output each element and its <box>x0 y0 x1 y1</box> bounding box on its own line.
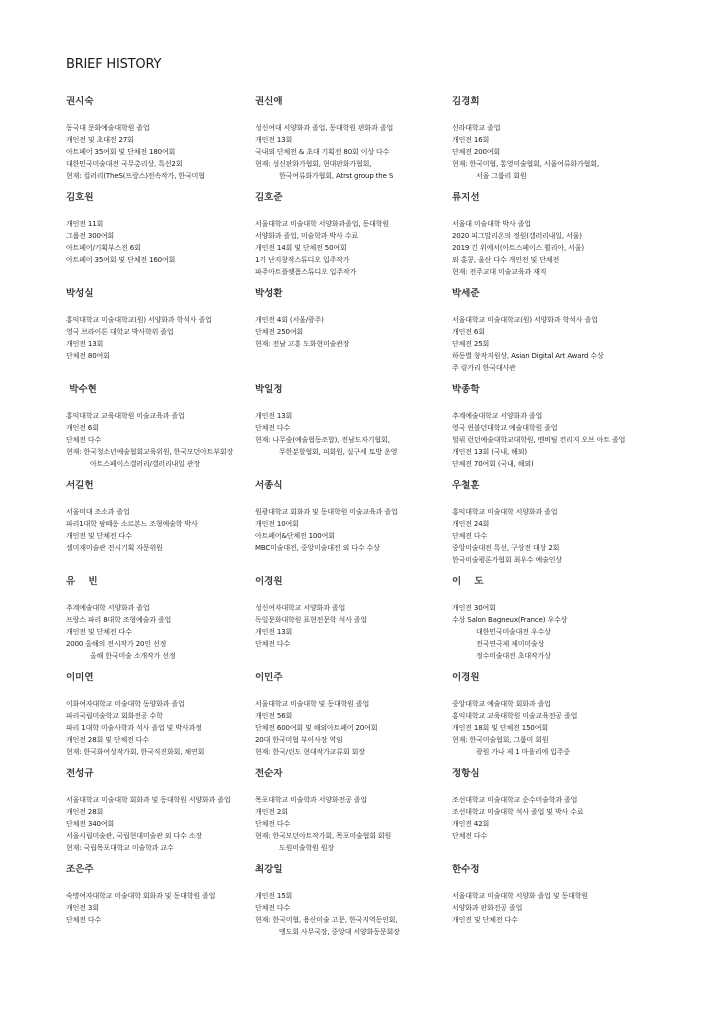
artist-name: 박성환 <box>255 288 283 299</box>
artist-entry <box>452 864 642 960</box>
history-line: 개인전 28회 및 단체전 다수 <box>66 736 150 744</box>
history-line: 단체전 200여회 <box>452 148 501 156</box>
history-line: 홍익대학교 교육대학원 미술교육과 졸업 <box>66 412 185 420</box>
history-line: 한국여류화가협회, Atrst group the S <box>279 172 394 180</box>
history-line: 성신여대 서양화과 졸업, 동대학원 판화과 졸업 <box>255 124 394 132</box>
artist-name: 정항심 <box>452 768 480 779</box>
history-line: 맹도회 사무국장, 중앙대 서양화동문회장 <box>279 928 400 936</box>
history-line: 헐뤼 런던예술대학교대학원, 멘버틸 컨리지 오브 아트 졸업 <box>452 436 626 444</box>
history-line: 추계예술대학 서양화과 졸업 <box>66 604 150 612</box>
history-line: 서울대학교 미술대학 회화과 및 동대학원 서양화과 졸업 <box>66 796 231 804</box>
artist-name: 조은주 <box>66 864 94 875</box>
history-line: 셀미재미술관 전시기획 자문위원 <box>66 544 163 552</box>
history-line: 광원 가나 제 1 마을리에 입주중 <box>476 748 571 756</box>
artist-entry <box>452 192 642 288</box>
artist-grid <box>66 96 642 960</box>
page-title: BRIEF HISTORY <box>66 57 162 72</box>
history-line: 대한민국미술대전 우수상 <box>476 628 551 636</box>
history-line: 현재: 성신판화가협회, 현대판화가협회, <box>255 160 372 168</box>
artist-name: 박수현 <box>66 384 97 395</box>
history-line: 파리국립미술학교 회화전공 수학 <box>66 712 163 720</box>
artist-name: 이경원 <box>255 576 283 587</box>
history-line: 주 링가리 한국대사관 <box>452 364 516 372</box>
history-line: 개인전 13회 <box>255 628 293 636</box>
history-line: 현재: 한국청소년예술협회교육위원, 한국모던아트부회장 <box>66 448 234 456</box>
history-line: 개인전 2회 <box>255 808 288 816</box>
history-line: 단체전 다수 <box>255 640 291 648</box>
history-line: 개인전 4회 (서울/광주) <box>255 316 324 324</box>
history-line: 파리 1대학 미술사학과 석사 졸업 및 박사과정 <box>66 724 202 732</box>
history-line: 개인전 6회 <box>452 328 485 336</box>
history-line: 현재: 국립목포대학교 미술학과 교수 <box>66 844 174 852</box>
history-line: 조선대학교 미술대학 석사 졸업 및 박사 수료 <box>452 808 584 816</box>
history-line: 개인전 14회 및 단체전 50여회 <box>255 244 347 252</box>
history-line: 개인전 3회 <box>66 904 99 912</box>
history-line: 개인전 13회 (국내, 해외) <box>452 448 527 456</box>
history-line: 원광대학교 회화과 및 동대학원 미술교육과 졸업 <box>255 508 398 516</box>
history-line: 단체전 다수 <box>255 820 291 828</box>
history-line: 개인전 18회 및 단체전 150여회 <box>452 724 548 732</box>
artist-name: 김경희 <box>452 96 480 107</box>
artist-entry <box>66 480 255 576</box>
history-line: 현재: 컬러리(TheS(프랑스)전속작가, 한국미협 <box>66 172 205 180</box>
artist-entry <box>66 96 255 192</box>
history-line: 개인전 42회 <box>452 820 490 828</box>
history-line: 도원미술학원 원장 <box>279 844 334 852</box>
history-line: 개인전 및 초대전 27회 <box>66 136 134 144</box>
artist-entry <box>452 576 642 672</box>
history-line: 올해 한국미술 소개작가 선정 <box>90 652 176 660</box>
history-line: 단체전 다수 <box>66 436 102 444</box>
history-line: 영국 윈블던대학교 예술대학원 졸업 <box>452 424 558 432</box>
history-line: 서양화과 졸업, 미술학과 박사 수료 <box>255 232 358 240</box>
history-line: 단체전 600여회 및 해외아트페어 20여회 <box>255 724 378 732</box>
history-line: 영국 브라이튼 대학교 박사학위 졸업 <box>66 328 174 336</box>
history-line: 홍익대학교 미술대학교(원) 서양화과 학석사 졸업 <box>66 316 212 324</box>
history-line: 파리1대학 팡떼옹 소르본느 조형예술학 박사 <box>66 520 198 528</box>
artist-name: 한수정 <box>452 864 480 875</box>
history-line: 개인전 13회 <box>255 412 293 420</box>
artist-entry <box>66 384 255 480</box>
history-line: 개인전 13회 <box>66 340 104 348</box>
history-line: 중앙미술대전 특선, 구상전 대상 2회 <box>452 544 560 552</box>
history-line: 2019 긴 위에서(아트스페이스 휠리아, 서울) <box>452 244 584 252</box>
history-line: 신라대학교 졸업 <box>452 124 501 132</box>
artist-name: 우철훈 <box>452 480 480 491</box>
artist-name: 서종식 <box>255 480 283 491</box>
artist-entry <box>255 384 452 480</box>
history-line: 개인전 및 단체전 다수 <box>66 532 132 540</box>
history-line: 현재: 한국미협, 용산미술 고문, 한국지역동인회, <box>255 916 398 924</box>
history-line: 2020 피그말리온의 정원(갤러리내일, 서울) <box>452 232 582 240</box>
history-line: 단체전 80여회 <box>66 352 110 360</box>
history-line: 서울대학교 미술대학교(원) 서양화과 학석사 졸업 <box>452 316 598 324</box>
history-line: 단체전 340여회 <box>66 820 115 828</box>
artist-entry <box>255 96 452 192</box>
history-line: 개인전 30여회 <box>452 604 496 612</box>
artist-name: 류지선 <box>452 192 480 203</box>
history-line: 개인전 16회 <box>452 136 490 144</box>
artist-name: 박종학 <box>452 384 480 395</box>
artist-name: 이미연 <box>66 672 94 683</box>
artist-entry <box>255 672 452 768</box>
history-line: 중앙대학교 예술대학 회화과 졸업 <box>452 700 551 708</box>
history-line: 현재: 한국미협, 통영미술협회, 서울여류화가협회, <box>452 160 599 168</box>
history-line: 현재: 전남 고흥 도화현미술관장 <box>255 340 350 348</box>
history-line: 개인전 15회 <box>255 892 293 900</box>
history-line: 서울대학교 미술대학 및 동대학원 졸업 <box>255 700 370 708</box>
history-line: 현재: 전주교대 미술교육과 재직 <box>452 268 547 276</box>
artist-name: 이 도 <box>452 576 484 587</box>
history-line: 아트스페이스갤러리/갤러리내일 관장 <box>90 460 201 468</box>
history-line: 조선대학교 미술대학교 순수미술학과 졸업 <box>452 796 578 804</box>
artist-entry <box>255 768 452 864</box>
history-line: 개인전 13회 <box>255 136 293 144</box>
artist-entry <box>452 480 642 576</box>
artist-entry <box>66 192 255 288</box>
history-line: 정수미술대전 초대작가상 <box>476 652 551 660</box>
history-line: 수상 Salon Bagneux(France) 우수상 <box>452 616 568 624</box>
artist-entry <box>66 864 255 960</box>
history-line: 단체전 70여회 (국내, 해외) <box>452 460 534 468</box>
history-line: 목포대학교 미술학과 서양화전공 졸업 <box>255 796 368 804</box>
history-line: 하동별 창작지원상, Asian Digital Art Award 수상 <box>452 352 604 360</box>
history-line: 1기 난지창작스튜디오 입주작가 <box>255 256 350 264</box>
artist-name: 권시숙 <box>66 96 94 107</box>
history-line: 현재: 한국화여성작가회, 한국직진화회, 채연회 <box>66 748 205 756</box>
history-line: 단체전 다수 <box>66 916 102 924</box>
history-line: 홍익대학교 미술대학 서양화과 졸업 <box>452 508 558 516</box>
history-line: 현재: 한국모던아트작가회, 목포미술협회 회원 <box>255 832 392 840</box>
history-line: 개인전 및 단체전 다수 <box>452 916 518 924</box>
history-line: 이화여자대학교 미술대학 동양화과 졸업 <box>66 700 185 708</box>
artist-name: 이민주 <box>255 672 283 683</box>
history-line: 아트페어 35여회 및 단체전 160여회 <box>66 256 176 264</box>
history-line: 단체전 다수 <box>255 904 291 912</box>
history-line: 개인전 6회 <box>66 424 99 432</box>
history-line: 서양화과 판화전공 졸업 <box>452 904 523 912</box>
history-line: 서울대 미술대학 박사 졸업 <box>452 220 531 228</box>
artist-entry <box>66 768 255 864</box>
history-line: 아트페어/기획부스전 6회 <box>66 244 141 252</box>
history-line: 무한분할협회, 피회원, 실구세 토방 운영 <box>279 448 398 456</box>
artist-entry <box>66 288 255 384</box>
history-line: 단체전 다수 <box>452 532 488 540</box>
history-line: 현재: 나무숲(예술협동조합), 전남도자기협회, <box>255 436 390 444</box>
history-line: 단체전 다수 <box>255 424 291 432</box>
history-line: 개인전 28회 <box>66 808 104 816</box>
history-line: 서울미대 조소과 졸업 <box>66 508 130 516</box>
artist-name: 박일정 <box>255 384 283 395</box>
artist-entry <box>255 576 452 672</box>
history-line: MBC미술대전, 중앙미술대전 외 다수 수상 <box>255 544 380 552</box>
history-line: 2000 올해의 전시작가 20인 선정 <box>66 640 167 648</box>
history-line: 개인전 56회 <box>255 712 293 720</box>
history-line: 독일문화대학원 표현전문학 석사 졸업 <box>255 616 368 624</box>
artist-entry <box>255 864 452 960</box>
history-line: 20대 한국미협 부이사장 역임 <box>255 736 343 744</box>
history-line: 서울시립미술관, 국립현대미술관 외 다수 소장 <box>66 832 203 840</box>
history-line: 숙명여자대학교 미술대학 회화과 및 동대학원 졸업 <box>66 892 216 900</box>
artist-name: 김호준 <box>255 192 283 203</box>
artist-entry <box>452 672 642 768</box>
artist-name: 전순자 <box>255 768 283 779</box>
history-line: 개인전 11회 <box>66 220 104 228</box>
history-line: 프랑스 파리 8대학 조형예술과 졸업 <box>66 616 172 624</box>
artist-entry <box>255 480 452 576</box>
artist-entry <box>452 384 642 480</box>
history-line: 단체전 25회 <box>452 340 490 348</box>
history-line: 개인전 24회 <box>452 520 490 528</box>
artist-name: 유 빈 <box>66 576 98 587</box>
history-line: 홍익대학교 교육대학원 미술교육전공 졸업 <box>452 712 578 720</box>
artist-entry <box>66 576 255 672</box>
history-line: 단체전 다수 <box>452 832 488 840</box>
history-line: 단체전 250여회 <box>255 328 304 336</box>
history-line: 서울 그룹리 회원 <box>476 172 527 180</box>
artist-entry <box>255 288 452 384</box>
artist-entry <box>452 96 642 192</box>
history-line: 그룹전 300여회 <box>66 232 115 240</box>
history-line: 한국미술평론가협회 최우수 예술인상 <box>452 556 562 564</box>
artist-entry <box>66 672 255 768</box>
artist-entry <box>452 768 642 864</box>
artist-entry <box>255 192 452 288</box>
history-line: 현재: 한국미술협회, 그룹미 회원 <box>452 736 549 744</box>
history-line: 성신여자대학교 서양화과 졸업 <box>255 604 346 612</box>
artist-entry <box>452 288 642 384</box>
history-line: 추계예술대학교 서양화과 졸업 <box>452 412 543 420</box>
history-line: 파주아트플랫폼스튜디오 입주작가 <box>255 268 357 276</box>
history-line: 개인전 및 단체전 다수 <box>66 628 132 636</box>
artist-name: 최강일 <box>255 864 283 875</box>
artist-name: 김호원 <box>66 192 94 203</box>
artist-name: 서길헌 <box>66 480 94 491</box>
artist-name: 박세준 <box>452 288 480 299</box>
history-line: 아트페어 35여회 및 단체전 180여회 <box>66 148 176 156</box>
artist-name: 전성규 <box>66 768 94 779</box>
history-line: 전국연극제 제미미술상 <box>476 640 545 648</box>
history-line: 외 홍콩, 울산 다수 개인전 및 단체전 <box>452 256 560 264</box>
history-line: 대한민국미술대전 국무총리상, 특선2회 <box>66 160 183 168</box>
history-line: 동국대 문화예술대학원 졸업 <box>66 124 150 132</box>
history-line: 현재: 한국/린도 현대작가교류회 회장 <box>255 748 365 756</box>
artist-name: 권신애 <box>255 96 283 107</box>
history-line: 아트페어&단체전 100여회 <box>255 532 335 540</box>
artist-name: 이경원 <box>452 672 480 683</box>
history-line: 서울대학교 미술대학 서양화 졸업 및 동대학원 <box>452 892 589 900</box>
history-line: 개인전 10여회 <box>255 520 299 528</box>
history-line: 서울대학교 미술대학 서양화과졸업, 동대학원 <box>255 220 389 228</box>
artist-name: 박성실 <box>66 288 94 299</box>
history-line: 국내외 단체전 & 초대 기획전 80회 이상 다수 <box>255 148 390 156</box>
